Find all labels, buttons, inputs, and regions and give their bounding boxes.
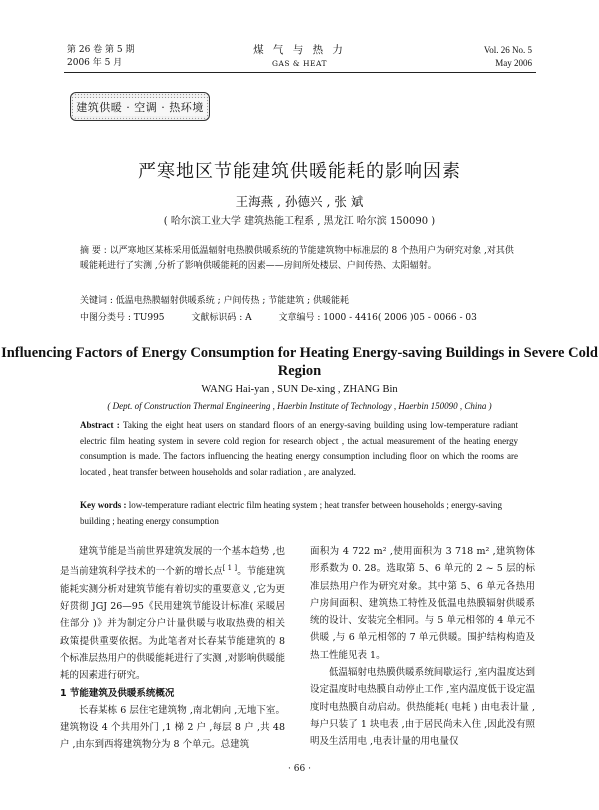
header-date-cn: 2006 年 5 月 [67, 58, 123, 68]
body-column-right [310, 543, 535, 751]
body-text: 建筑节能是当前世界建筑发展的一个基本趋势 ,也是当前建筑科学技术的一个新的增长点 [60, 546, 285, 578]
header-volume-en: Vol. 26 No. 5 [483, 45, 532, 55]
keywords-en-label: Key words : [80, 500, 127, 510]
section-badge [70, 92, 210, 121]
abstract-en [80, 418, 518, 480]
header-date-en: May 2006 [495, 58, 532, 68]
section-heading: 1 节能建筑及供暖系统概况 [60, 687, 175, 699]
affiliation-cn: ( 哈尔滨工业大学 建筑热能工程系 , 黑龙江 哈尔滨 150090 ) [163, 216, 436, 227]
body-paragraph: 面积为 4 722 m² ,使用面积为 3 718 m² ,建筑物体形系数为 0. 28。选取第 5、6 单元的 2 ~ 5 层的标准层热用户作为研究对象。其中第 5、6 单元各热用户房间面积、建筑热工特性及低温电热膜辐射供暖系统的设计、安装完全相同。与 5 单元相邻的 4 单元不供暖 ,与 6 单元相邻的 7 单元供暖。围护结构构造及热工性能见表 1。 [310, 546, 535, 661]
document-code: 文献标识码 : A [191, 313, 252, 323]
abstract-en-label: Abstract : [80, 420, 120, 430]
keywords-cn [80, 294, 518, 309]
body-paragraph: 长春某栋 6 层住宅建筑物 ,南北朝向 ,无地下室。建筑物设 4 个共用外门 ,1 梯 2 户 ,每层 8 户 ,共 48 户 ,由东到西将建筑物分为 8 个单元。总建筑 [60, 704, 285, 751]
article-title-en: Influencing Factors of Energy Consumption for Heating Energy-saving Buildings in Severe Cold Region [1, 345, 598, 379]
body-column-left [60, 543, 285, 754]
header-volume-cn: 第 26 卷 第 5 期 [67, 45, 135, 55]
clc-number: 中图分类号 : TU995 [80, 313, 165, 323]
citation-ref: [ 1 ] [222, 564, 238, 573]
section-badge-label: 建筑供暖 · 空调 · 热环境 [73, 98, 206, 116]
keywords-cn-label: 关键词 : [80, 296, 113, 306]
authors-cn: 王海燕 , 孙德兴 , 张 斌 [235, 194, 364, 209]
abstract-en-text: Taking the eight heat users on standard floors of an energy-saving building using low-temperature radiant electric film heating system in severe cold region for research object , the actual measurement of the heating energy consumption is made. The factors influencing the heating energy consumption including floor on which the rooms are located , heat transfer between households and solar radiation , are analyzed. [80, 420, 518, 477]
body-text: 。节能建筑能耗实测分析对建筑节能有着切实的重要意义 ,它为更好贯彻 JGJ 26—95《民用建筑节能设计标准( 采暖居住部分 )》并为制定分户计量供暖与收取热费的相关政策提供重要依据。为此笔者对长春某节能建筑的 8 个标准层热用户的供暖能耗进行了实测 ,对影响供暖能耗的因素进行研究。 [60, 566, 285, 682]
journal-name-cn: 煤 气 与 热 力 [253, 44, 346, 56]
body-paragraph [60, 543, 285, 685]
keywords-en [80, 498, 518, 529]
affiliation-en: ( Dept. of Construction Thermal Engineering , Haerbin Institute of Technology , Haerbin 150090 , China ) [107, 401, 492, 411]
abstract-cn [80, 244, 518, 274]
page-number: · 66 · [288, 764, 311, 774]
header-volume-en-block [484, 44, 532, 70]
article-title-cn: 严寒地区节能建筑供暖能耗的影响因素 [138, 161, 461, 182]
keywords-en-text: low-temperature radiant electric film heating system ; heat transfer between households ; energy-saving building ; heating energy consumption [80, 500, 502, 526]
article-number: 文章编号 : 1000 - 4416( 2006 )05 - 0066 - 03 [278, 313, 477, 323]
abstract-cn-label: 摘 要 : [80, 246, 107, 256]
keywords-cn-text: 低温电热膜辐射供暖系统 ; 户间传热 ; 节能建筑 ; 供暖能耗 [115, 296, 350, 306]
body-paragraph: 低温辐射电热膜供暖系统间歇运行 ,室内温度达到设定温度时电热膜自动停止工作 ,室内温度低于设定温度时电热膜自动启动。供热能耗( 电耗 ) 由电表计量 ,每户只装了 1 块电表 ,由于居民尚未入住 ,因此没有照明及生活用电 ,电表计量的用电量仅 [310, 667, 535, 748]
journal-name-en: GAS & HEAT [271, 59, 327, 68]
abstract-cn-text: 以严寒地区某栋采用低温辐射电热膜供暖系统的节能建筑物中标准层的 8 个热用户为研究对象 ,对其供暖能耗进行了实测 ,分析了影响供暖能耗的因素——房间所处楼层、户间传热、太阳辐射。 [80, 246, 514, 271]
authors-en: WANG Hai-yan , SUN De-xing , ZHANG Bin [201, 384, 398, 395]
classification-line [80, 311, 518, 326]
header-divider [64, 72, 536, 73]
